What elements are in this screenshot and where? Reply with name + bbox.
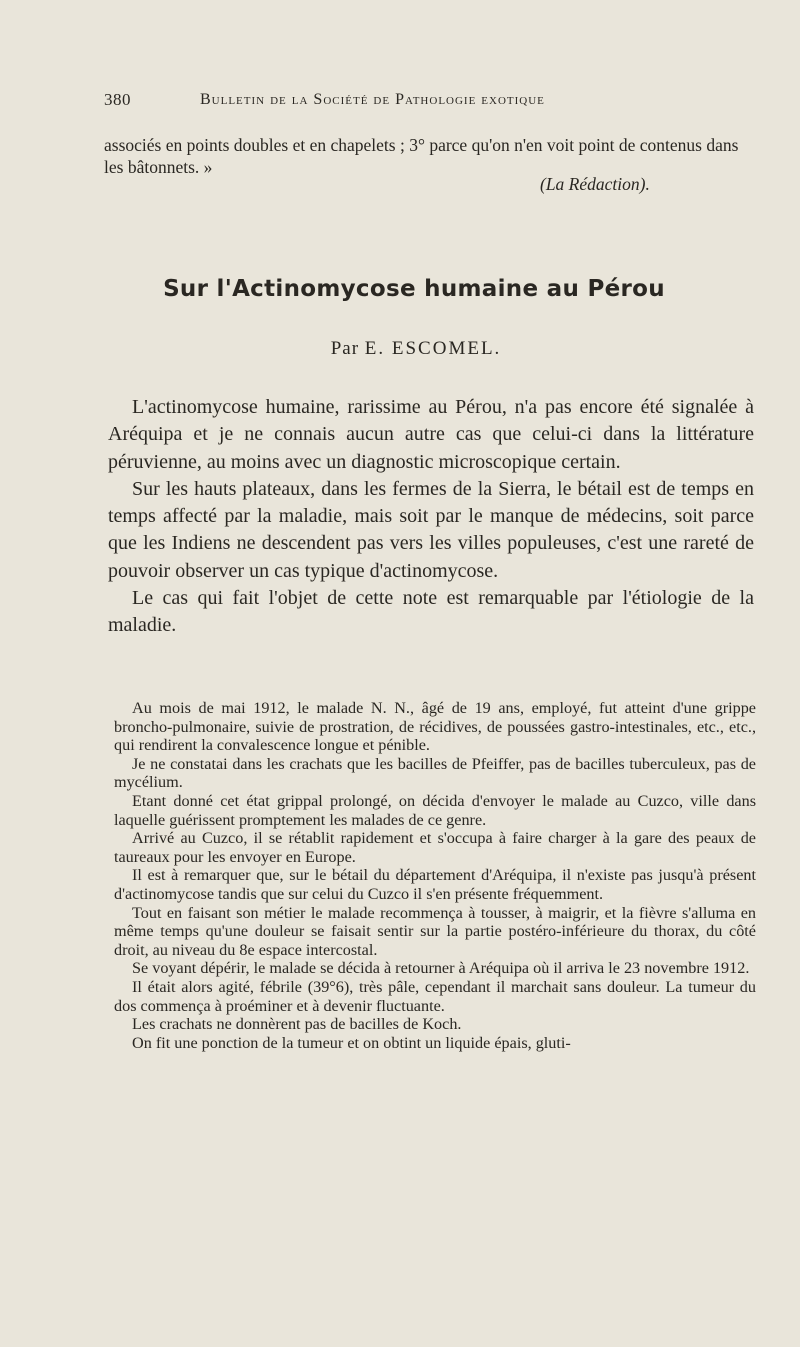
case-paragraph: Tout en faisant son métier le malade recommença à tousser, à maigrir, et la fièvre s'alluma en même temps qu'une douleur se faisait sentir sur la partie postéro-inférieure du thorax, du côté droit, au niveau du 8e espace intercostal. xyxy=(114,903,756,959)
article-author xyxy=(0,338,800,360)
running-header xyxy=(104,90,664,114)
case-paragraph: Je ne constatai dans les crachats que les bacilles de Pfeiffer, pas de bacilles tuberculeux, pas de mycélium. xyxy=(114,754,756,792)
article-title: Sur l'Actinomycose humaine au Pérou xyxy=(163,276,665,302)
case-paragraph: On fit une ponction de la tumeur et on obtint un liquide épais, gluti- xyxy=(132,1033,571,1052)
case-paragraph: Il est à remarquer que, sur le bétail du département d'Aréquipa, il n'existe pas jusqu'à présent d'actinomycose tandis que sur celui du Cuzco il s'en présente fréquemment. xyxy=(114,866,756,903)
paragraph: L'actinomycose humaine, rarissime au Pérou, n'a pas encore été signalée à Aréquipa et je ne connais aucun autre cas que celui-ci dans la littérature péruvienne, au moins avec un diagnostic microscopique certain. xyxy=(108,396,754,473)
case-paragraph: Etant donné cet état grippal prolongé, on décida d'envoyer le malade au Cuzco, ville dans laquelle guérissent promptement les malades de ce genre. xyxy=(114,791,756,829)
page-number: 380 xyxy=(104,90,131,109)
author-name: E. ESCOMEL. xyxy=(364,338,502,359)
attribution: (La Rédaction). xyxy=(540,174,650,194)
case-report xyxy=(114,699,756,1052)
case-paragraph: Se voyant dépérir, le malade se décida à retourner à Aréquipa où il arriva le 23 novembre 1912. xyxy=(132,959,750,978)
article-body xyxy=(108,394,754,640)
case-paragraph: Au mois de mai 1912, le malade N. N., âgé de 19 ans, employé, fut atteint d'une grippe broncho-pulmonaire, suivie de prostration, de récidives, de poussées gastro-intestinales, etc., etc., qui rendirent la convalescence longue et pénible. xyxy=(114,699,756,755)
case-paragraph: Arrivé au Cuzco, il se rétablit rapidement et s'occupa à faire charger à la gare des peaux de taureaux pour les envoyer en Europe. xyxy=(114,829,756,866)
intro-paragraph: associés en points doubles et en chapelets ; 3° parce qu'on n'en voit point de contenus dans les bâtonnets. » xyxy=(104,135,739,177)
author-prefix: Par xyxy=(330,338,360,359)
journal-title: Bulletin de la Société de Pathologie exotique xyxy=(200,91,545,108)
paragraph: Le cas qui fait l'objet de cette note est remarquable par l'étiologie de la maladie. xyxy=(108,587,754,637)
case-paragraph: Il était alors agité, fébrile (39°6), très pâle, cependant il marchait sans douleur. La tumeur du dos commença à proéminer et à devenir fluctuante. xyxy=(114,977,756,1015)
intro-text xyxy=(104,134,754,178)
case-paragraph: Les crachats ne donnèrent pas de bacilles de Koch. xyxy=(132,1015,462,1034)
paragraph: Sur les hauts plateaux, dans les fermes de la Sierra, le bétail est de temps en temps affecté par la maladie, mais soit par le manque de médecins, soit parce que les Indiens ne descendent pas vers les villes populeuses, c'est une rareté de pouvoir observer un cas typique d'actinomycose. xyxy=(108,477,754,582)
